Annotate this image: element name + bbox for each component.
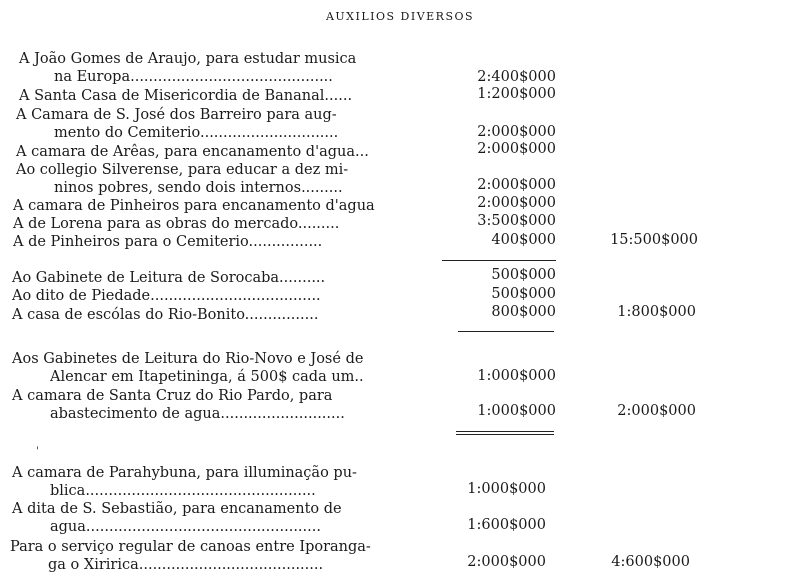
entry-text: A de Lorena para as obras do mercado......... bbox=[13, 216, 340, 232]
entry-amount: 3:500$000 bbox=[477, 213, 556, 229]
group-total: 4:600$000 bbox=[611, 554, 690, 570]
entry-amount: 1:200$000 bbox=[477, 86, 556, 102]
entry-text: A de Pinheiros para o Cemiterio................ bbox=[13, 234, 323, 250]
entry-amount: 400$000 bbox=[491, 232, 556, 248]
entry-text: A camara de Arêas, para encanamento d'agua... bbox=[16, 144, 369, 160]
section-title: AUXILIOS DIVERSOS bbox=[325, 10, 475, 23]
entry-text: Alencar em Itapetininga, á 500$ cada um.. bbox=[50, 369, 364, 385]
entry-text: agua................................................... bbox=[50, 519, 321, 535]
sum-rule bbox=[456, 431, 554, 432]
entry-text: Ao collegio Silverense, para educar a dez mi- bbox=[16, 162, 349, 178]
group-total: 15:500$000 bbox=[610, 232, 698, 248]
sum-rule bbox=[442, 260, 556, 261]
entry-text: A Santa Casa de Misericordia de Bananal...... bbox=[19, 88, 353, 104]
entry-amount: 1:600$000 bbox=[467, 517, 546, 533]
group-total: 2:000$000 bbox=[617, 403, 696, 419]
entry-text: A camara de Pinheiros para encanamento d'agua bbox=[13, 198, 375, 214]
group-total: 1:800$000 bbox=[617, 304, 696, 320]
sum-rule bbox=[458, 331, 554, 332]
entry-text: mento do Cemiterio.............................. bbox=[54, 125, 339, 141]
entry-amount: 500$000 bbox=[491, 267, 556, 283]
entry-text: Ao Gabinete de Leitura de Sorocaba.......... bbox=[12, 270, 326, 286]
entry-text: A casa de escólas do Rio-Bonito................ bbox=[12, 307, 319, 323]
entry-amount: 1:000$000 bbox=[477, 368, 556, 384]
entry-amount: 2:000$000 bbox=[477, 141, 556, 157]
entry-amount: 2:000$000 bbox=[477, 195, 556, 211]
entry-amount: 500$000 bbox=[491, 286, 556, 302]
entry-text: abastecimento de agua........................... bbox=[50, 406, 345, 422]
entry-text: na Europa............................................ bbox=[54, 69, 333, 85]
entry-text: ninos pobres, sendo dois internos......... bbox=[54, 180, 343, 196]
entry-text: Para o serviço regular de canoas entre Iporanga- bbox=[10, 539, 371, 555]
entry-text: A camara de Santa Cruz do Rio Pardo, para bbox=[12, 388, 333, 404]
entry-amount: 2:000$000 bbox=[477, 124, 556, 140]
print-mark: ' bbox=[36, 446, 39, 457]
entry-text: Aos Gabinetes de Leitura do Rio-Novo e José de bbox=[12, 351, 364, 367]
entry-text: ga o Xiririca........................................ bbox=[48, 557, 324, 573]
entry-text: Ao dito de Piedade..................................... bbox=[12, 288, 321, 304]
entry-amount: 2:000$000 bbox=[477, 177, 556, 193]
entry-amount: 1:000$000 bbox=[477, 403, 556, 419]
entry-amount: 800$000 bbox=[491, 304, 556, 320]
sum-rule-double bbox=[456, 434, 554, 435]
entry-amount: 2:400$000 bbox=[477, 69, 556, 85]
entry-text: A João Gomes de Araujo, para estudar musica bbox=[19, 51, 357, 67]
entry-amount: 2:000$000 bbox=[467, 554, 546, 570]
entry-text: A Camara de S. José dos Barreiro para aug- bbox=[16, 107, 337, 123]
entry-text: A camara de Parahybuna, para illuminação pu- bbox=[12, 465, 357, 481]
entry-text: blica.................................................. bbox=[50, 483, 316, 499]
entry-amount: 1:000$000 bbox=[467, 481, 546, 497]
entry-text: A dita de S. Sebastião, para encanamento de bbox=[12, 501, 342, 517]
